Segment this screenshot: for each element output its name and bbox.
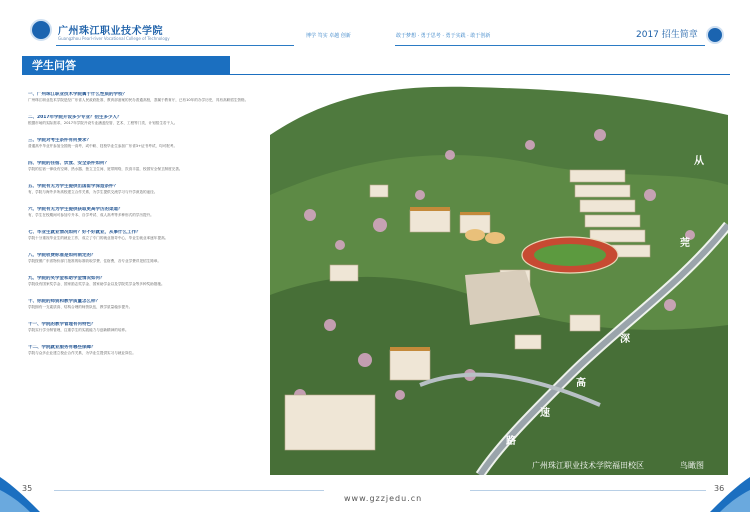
- road-label-char: 路: [506, 436, 516, 447]
- qa-question: 一、广州珠江职业技术学院属于什么性质的学校？: [28, 92, 127, 97]
- campus-aerial-image: [270, 75, 728, 475]
- qa-question: 六、学院有无为学生提供获取更高学历的渠道？: [28, 207, 123, 212]
- qa-question: 九、学院的奖学金和助学金情况如何？: [28, 276, 105, 281]
- header-divider-left: [56, 45, 294, 46]
- qa-item: [28, 345, 266, 365]
- qa-question: 四、学院的住宿、饮食、安全条件如何？: [28, 161, 109, 166]
- qa-item: [28, 299, 266, 319]
- qa-item: [28, 138, 266, 158]
- qa-item: [28, 230, 266, 250]
- page-header: [0, 0, 750, 48]
- qa-item: [28, 184, 266, 204]
- school-name-en: Guangzhou Pearl-river Vocational College of Technology: [58, 36, 170, 41]
- section-title: 学生问答: [32, 59, 76, 72]
- qa-list: [28, 92, 266, 442]
- school-name: 广州珠江职业技术学院: [58, 26, 163, 37]
- qa-answer: 学院实行学分制管理，注重学生的实践能力与创新精神的培养。: [28, 328, 129, 332]
- header-divider-right: [395, 45, 705, 46]
- qa-question: 五、学院有无为学生提供出国留学深造条件？: [28, 184, 118, 189]
- motto-right: 敢于梦想 · 勇于思考 · 勇于实践 · 敢于创新: [396, 33, 491, 39]
- corner-decoration-left: [0, 462, 40, 512]
- qa-answer: 学院的住宿一律设有空调、热水器、独立卫生间、宽带网络，饮食丰富，校园安全保卫制度完善。: [28, 167, 183, 171]
- road-label-char: 深: [620, 334, 630, 345]
- qa-answer: 普通高中毕业并参加全国统一高考，或中职、技校毕业生参加广东省3+证书考试，均可报考。: [28, 144, 178, 148]
- qa-answer: 根据市场的实际需求，2017年学院开设专业涵盖经管、艺术、工程等门类，计划招生若干人。: [28, 121, 178, 125]
- qa-answer: 学院拥有一支素质高、结构合理的师资队伍，教学质量稳步提升。: [28, 305, 133, 309]
- qa-question: 二、2017年学院开设多少专业？招生多少人？: [28, 115, 122, 120]
- qa-answer: 学院按照广东省物价部门批准的标准收取学费、住宿费，各专业学费详见招生简章。: [28, 259, 161, 263]
- qa-question: 七、毕业生就业情况如何？好不好就业，从事什么工作？: [28, 230, 141, 235]
- motto-left: 博学 笃实 卓越 创新: [306, 33, 351, 39]
- year-title: 2017 招生简章: [636, 30, 698, 40]
- qa-item: [28, 92, 266, 112]
- qa-answer: 学院十分重视毕业生的就业工作，成立了专门的就业指导中心，毕业生就业率逐年提高。: [28, 236, 169, 240]
- school-logo-icon: [30, 19, 52, 41]
- qa-question: 八、学院收费标准是如何制定的？: [28, 253, 96, 258]
- qa-item: [28, 115, 266, 135]
- qa-answer: 学院设有国家奖学金、国家励志奖学金、国家助学金以及学院奖学金等多种奖助措施。: [28, 282, 165, 286]
- road-label-char: 高: [576, 378, 586, 389]
- qa-item: [28, 253, 266, 273]
- qa-answer: 有，学生在校期间可参加专升本、自学考试、成人高考等多种形式的学历提升。: [28, 213, 154, 217]
- school-logo-icon-right: [706, 26, 724, 44]
- qa-item: [28, 276, 266, 296]
- qa-item: [28, 207, 266, 227]
- page-number-right: 36: [714, 484, 725, 493]
- footer-url: www.gzzjedu.cn: [344, 494, 423, 503]
- qa-answer: 学院与众多企业建立校企合作关系，为毕业生提供实习与就业岗位。: [28, 351, 136, 355]
- aerial-caption: 广州珠江职业技术学院福田校区: [532, 461, 644, 470]
- page-number-left: 35: [22, 484, 33, 493]
- qa-question: 十二、学院就业服务有哪些保障？: [28, 345, 96, 350]
- aerial-caption-sub: 鸟瞰图: [680, 461, 704, 470]
- qa-question: 三、学院对考生条件有何要求？: [28, 138, 91, 143]
- qa-answer: 有，学院与海外多所高校建立合作关系，为学生提供交流学习与升学深造的途径。: [28, 190, 158, 194]
- footer-divider-right: [470, 490, 706, 491]
- qa-question: 十一、学院的教学管理有何特色？: [28, 322, 96, 327]
- qa-item: [28, 161, 266, 181]
- road-label-char: 从: [694, 156, 704, 167]
- road-label-char: 莞: [680, 238, 690, 249]
- qa-answer: 广州珠江职业技术学院是经广东省人民政府批准、教育部备案的民办普通高校，隶属于教育厅，已有10年的办学历史，具有高职招生资格。: [28, 98, 249, 102]
- road-label-char: 速: [540, 408, 550, 419]
- footer-divider-left: [54, 490, 324, 491]
- section-banner: [22, 56, 230, 74]
- qa-item: [28, 322, 266, 342]
- qa-question: 十、你院的师资和教学质量怎么样？: [28, 299, 100, 304]
